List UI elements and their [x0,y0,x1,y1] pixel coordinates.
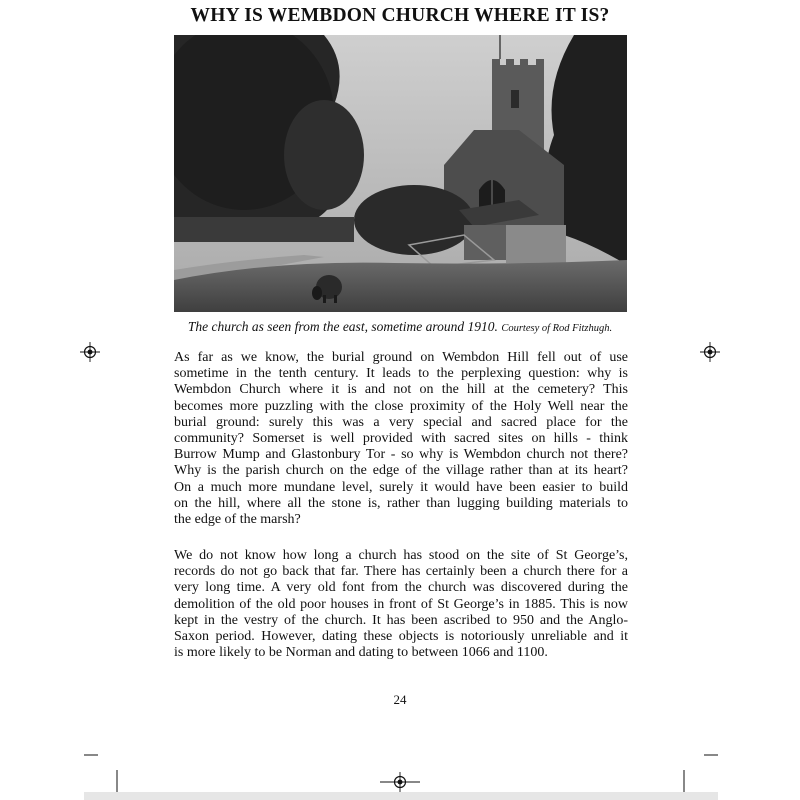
crop-mark-icon [702,750,718,760]
text-line: burial ground: surely this was a very special and sacred place for the [174,414,628,430]
registration-target-icon [380,772,420,792]
text-line: demolition of the old poor houses in front of St George’s in 1885. This is now [174,596,628,612]
paragraph-2 [174,548,628,661]
paragraph-1 [174,350,628,528]
caption-text: The church as seen from the east, sometime around 1910. [187,319,498,334]
registration-target-icon [80,342,100,362]
church-photograph [174,35,627,312]
caption-credit: Courtesy of Rod Fitzhugh. [501,323,613,334]
page-edge-strip [84,792,718,800]
text-line: Burrow Mump and Glastonbury Tor - so why is Wembdon church not there? [174,447,628,463]
text-line: Why is the parish church on the edge of the village rather than at its heart? [174,463,628,479]
crop-mark-icon [84,750,100,760]
crop-mark-icon [679,770,689,792]
page-title: WHY IS WEMBDON CHURCH WHERE IT IS? [190,5,610,26]
text-line: the edge of the marsh? [174,512,301,528]
registration-target-icon [700,342,720,362]
text-line: records do not go back that far. There has certainly been a church there for a [174,564,628,580]
crop-mark-icon [112,770,122,792]
text-line: On a much more mundane level, surely it would have been easier to build [174,479,628,495]
text-line: Saxon period. However, dating these objects is notoriously unreliable and it [174,629,628,645]
text-line: on the hill, where all the stone is, rather than lugging building materials to [174,495,628,511]
text-line: very long time. A very old font from the church was discovered during the [174,580,628,596]
photo-caption [0,319,800,335]
page-number: 24 [393,692,407,707]
text-line: is more likely to be Norman and dating to between 1066 and 1100. [174,645,548,661]
text-line: community? Somerset is well provided with sacred sites on hills - think [174,431,628,447]
text-line: becomes more puzzling with the close proximity of the Holy Well near the [174,398,628,414]
text-line: kept in the vestry of the church. It has been ascribed to 950 and the Anglo- [174,612,628,628]
text-line: We do not know how long a church has stood on the site of St George’s, [174,548,628,563]
text-line: sometime in the tenth century. It leads to the perplexing question: why is [174,366,628,382]
text-line: Wembdon Church where it is and not on the hill at the cemetery? This [174,382,628,398]
text-line: As far as we know, the burial ground on Wembdon Hill fell out of use [174,350,628,365]
